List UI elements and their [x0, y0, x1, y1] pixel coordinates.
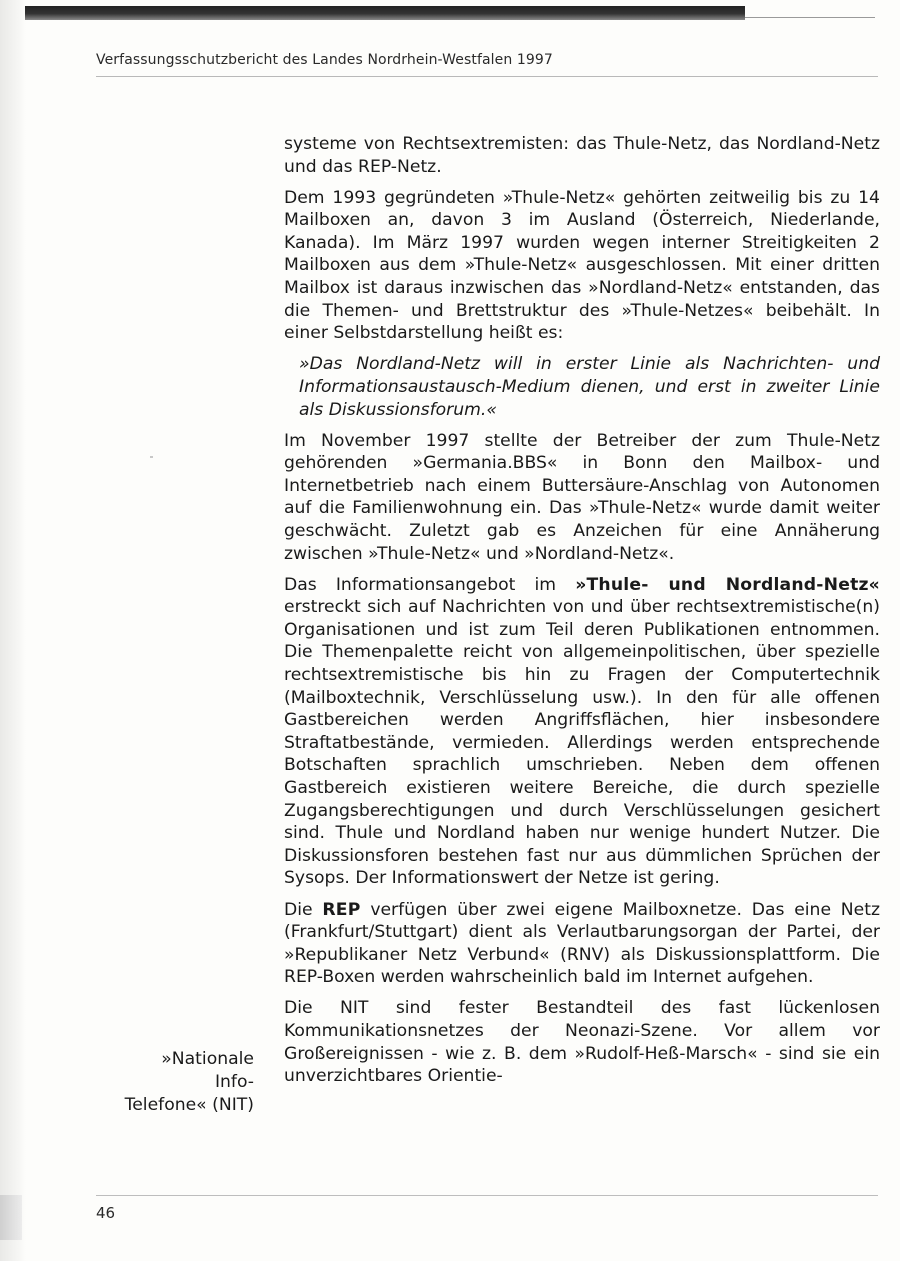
- text-segment: Die: [284, 899, 323, 920]
- running-header: Verfassungsschutzbericht des Landes Nordrhein-Westfalen 1997: [96, 52, 553, 68]
- text-segment: erstreckt sich auf Nachrichten von und über rechtsextremistische(n) Organisationen und ist zum Teil deren Publikationen entnommen. Die Themenpalette reicht von allgemeinpolitischen, über spezielle rechtsextremistische bis hin zu Fragen der Computertechnik (Mailboxtechnik, Verschlüsselung usw.). In den für alle offenen Gastbereichen werden Angriffsflächen, hier insbesondere Straftatbestände, vermieden. Allerdings werden entsprechende Botschaften sprachlich umschrieben. Neben dem offenen Gastbereich existieren weitere Bereiche, die durch spezielle Zugangsberechtigungen und durch Verschlüsselungen gesichert sind. Thule und Nordland haben nur wenige hundert Nutzer. Die Diskussionsforen bestehen fast nur aus dümmlichen Sprüchen der Sysops. Der Informationswert der Netze ist gering.: [284, 597, 880, 889]
- paragraph-nit: Die NIT sind fester Bestandteil des fast lückenlosen Kommunikationsnetzes der Neonazi-Szene. Vor allem vor Großereignissen - wie z. B. dem »Rudolf-Heß-Marsch« - sind sie ein unverzichtbares Orientie-: [284, 998, 880, 1087]
- quote-nordland-netz: »Das Nordland-Netz will in erster Linie als Nachrichten- und Informationsaustausch-Medium dienen, und erst in zweiter Linie als Diskussionsforum.«: [299, 354, 880, 420]
- scan-speck: [150, 456, 153, 458]
- page-number: 46: [96, 1204, 116, 1222]
- footer-rule: [96, 1195, 878, 1196]
- main-text-column: [284, 133, 880, 1096]
- paragraph-germania-bbs: Im November 1997 stellte der Betreiber der zum Thule-Netz gehörenden »Germania.BBS« in Bonn den Mailbox- und Internetbetrieb nach einem Buttersäure-Anschlag von Autonomen auf die Familienwohnung ein. Das »Thule-Netz« wurde damit weiter geschwächt. Zuletzt gab es Anzeichen für eine Annäherung zwischen »Thule-Netz« und »Nordland-Netz«.: [284, 430, 880, 564]
- margin-note-line: »Nationale Info-: [161, 1049, 254, 1092]
- scan-shadow: [0, 1195, 22, 1240]
- margin-note-line: Telefone« (NIT): [124, 1095, 254, 1115]
- text-segment: verfügen über zwei eigene Mailboxnetze. Das eine Netz (Frankfurt/Stuttgart) dient als Verlautbarungsorgan der Partei, der »Republikaner Netz Verbund« (RNV) als Diskussionsplattform. Die REP-Boxen werden wahrscheinlich bald im Internet aufgehen.: [284, 899, 880, 988]
- header-bar-tail: [745, 17, 875, 18]
- paragraph-rep: [284, 899, 880, 989]
- paragraph-informationsangebot: [284, 574, 880, 890]
- bold-term-rep: REP: [322, 899, 361, 920]
- header-bar: [25, 6, 745, 20]
- paragraph-thule-netz: Dem 1993 gegründeten »Thule-Netz« gehörten zeitweilig bis zu 14 Mailboxen an, davon 3 im Ausland (Österreich, Niederlande, Kanada). Im März 1997 wurden wegen interner Streitigkeiten 2 Mailboxen aus dem »Thule-Netz« ausgeschlossen. Mit einer dritten Mailbox ist daraus inzwischen das »Nordland-Netz« entstanden, das die Themen- und Brettstruktur des »Thule-Netzes« beibehält. In einer Selbstdarstellung heißt es:: [284, 187, 880, 344]
- bold-term-thule-nordland: »Thule- und Nordland-Netz«: [575, 574, 880, 595]
- scan-left-edge: [0, 0, 26, 1261]
- text-segment: Das Informationsangebot im: [284, 574, 576, 595]
- paragraph-intro: systeme von Rechtsextremisten: das Thule-Netz, das Nordland-Netz und das REP-Netz.: [284, 134, 880, 177]
- margin-note-nit: [118, 1048, 254, 1117]
- header-rule: [96, 76, 878, 77]
